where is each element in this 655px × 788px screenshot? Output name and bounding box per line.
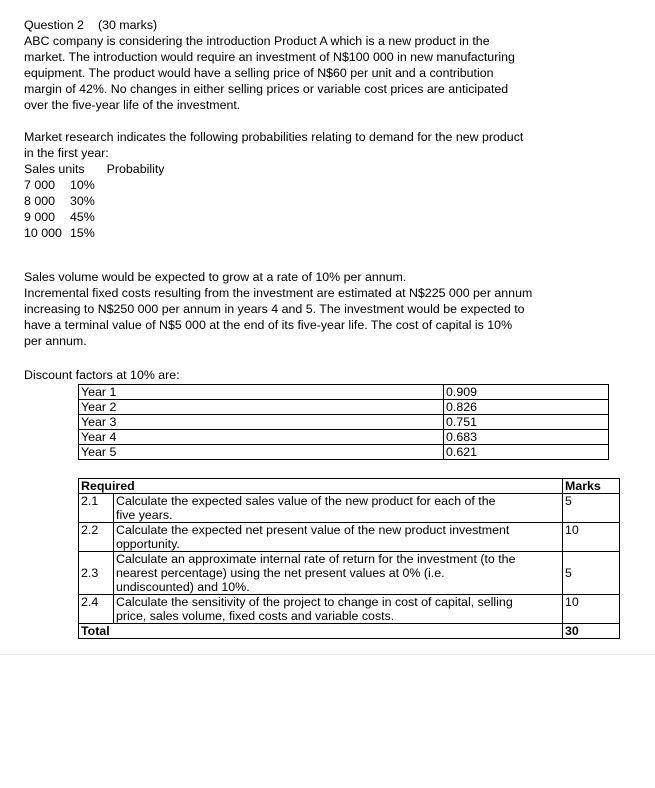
table-row: Year 3 0.751 xyxy=(79,415,609,430)
table-row: Year 2 0.826 xyxy=(79,400,609,415)
probability-row: 9 000 45% xyxy=(24,210,95,224)
probability-row: 10 000 15% xyxy=(24,226,95,240)
growth-line: Incremental fixed costs resulting from the investment are estimated at N$225 000 per annum xyxy=(24,286,533,300)
intro-line: market. The introduction would require an investment of N$100 000 in new manufacturing xyxy=(24,50,515,64)
required-header-row xyxy=(79,479,620,494)
discount-factor-table xyxy=(78,384,609,460)
discount-title: Discount factors at 10% are: xyxy=(24,368,180,382)
total-label: Total xyxy=(79,624,563,639)
growth-line: have a terminal value of N$5 000 at the end of its five-year life. The cost of capital is 10% xyxy=(24,318,513,332)
probability-row: 8 000 30% xyxy=(24,194,95,208)
probability-header-label: Probability xyxy=(106,162,165,176)
total-marks: 30 xyxy=(563,624,620,639)
probability-row: 7 000 10% xyxy=(24,178,95,192)
sales-units-header: Sales units xyxy=(24,162,85,176)
question-heading xyxy=(24,17,644,33)
table-row: 2.1 Calculate the expected sales value of the new product for each of the five years. 5 xyxy=(79,494,620,523)
table-row: 2.3 Calculate an approximate internal rate of return for the investment (to the nearest percentage) using the net present values at 0% (i.e. undiscounted) and 10%. 5 xyxy=(79,552,620,595)
probability-header xyxy=(24,161,644,177)
marks-header: Marks xyxy=(563,479,620,494)
table-row: 2.4 Calculate the sensitivity of the project to change in cost of capital, selling price, sales volume, fixed costs and variable costs. 10 xyxy=(79,595,620,624)
intro-line: ABC company is considering the introduction Product A which is a new product in the xyxy=(24,34,490,48)
question-marks: (30 marks) xyxy=(97,18,158,32)
intro-line: over the five-year life of the investment. xyxy=(24,98,241,112)
total-row xyxy=(79,624,620,639)
table-row: Year 4 0.683 xyxy=(79,430,609,445)
required-table xyxy=(78,478,620,639)
intro-line: margin of 42%. No changes in either selling prices or variable cost prices are anticipated xyxy=(24,82,509,96)
table-row: Year 5 0.621 xyxy=(79,445,609,460)
growth-line: Sales volume would be expected to grow at a rate of 10% per annum. xyxy=(24,270,407,284)
table-row: Year 1 0.909 xyxy=(79,385,609,400)
question-title: Question 2 xyxy=(24,18,84,32)
required-header: Required xyxy=(79,479,563,494)
intro-line: equipment. The product would have a selling price of N$60 per unit and a contribution xyxy=(24,66,494,80)
market-line: Market research indicates the following probabilities relating to demand for the new product xyxy=(24,130,524,144)
growth-line: increasing to N$250 000 per annum in years 4 and 5. The investment would be expected to xyxy=(24,302,525,316)
document-page xyxy=(24,17,644,639)
growth-line: per annum. xyxy=(24,334,87,348)
market-line: in the first year: xyxy=(24,146,109,160)
table-row: 2.2 Calculate the expected net present value of the new product investment opportunity. 10 xyxy=(79,523,620,552)
divider xyxy=(0,654,655,655)
